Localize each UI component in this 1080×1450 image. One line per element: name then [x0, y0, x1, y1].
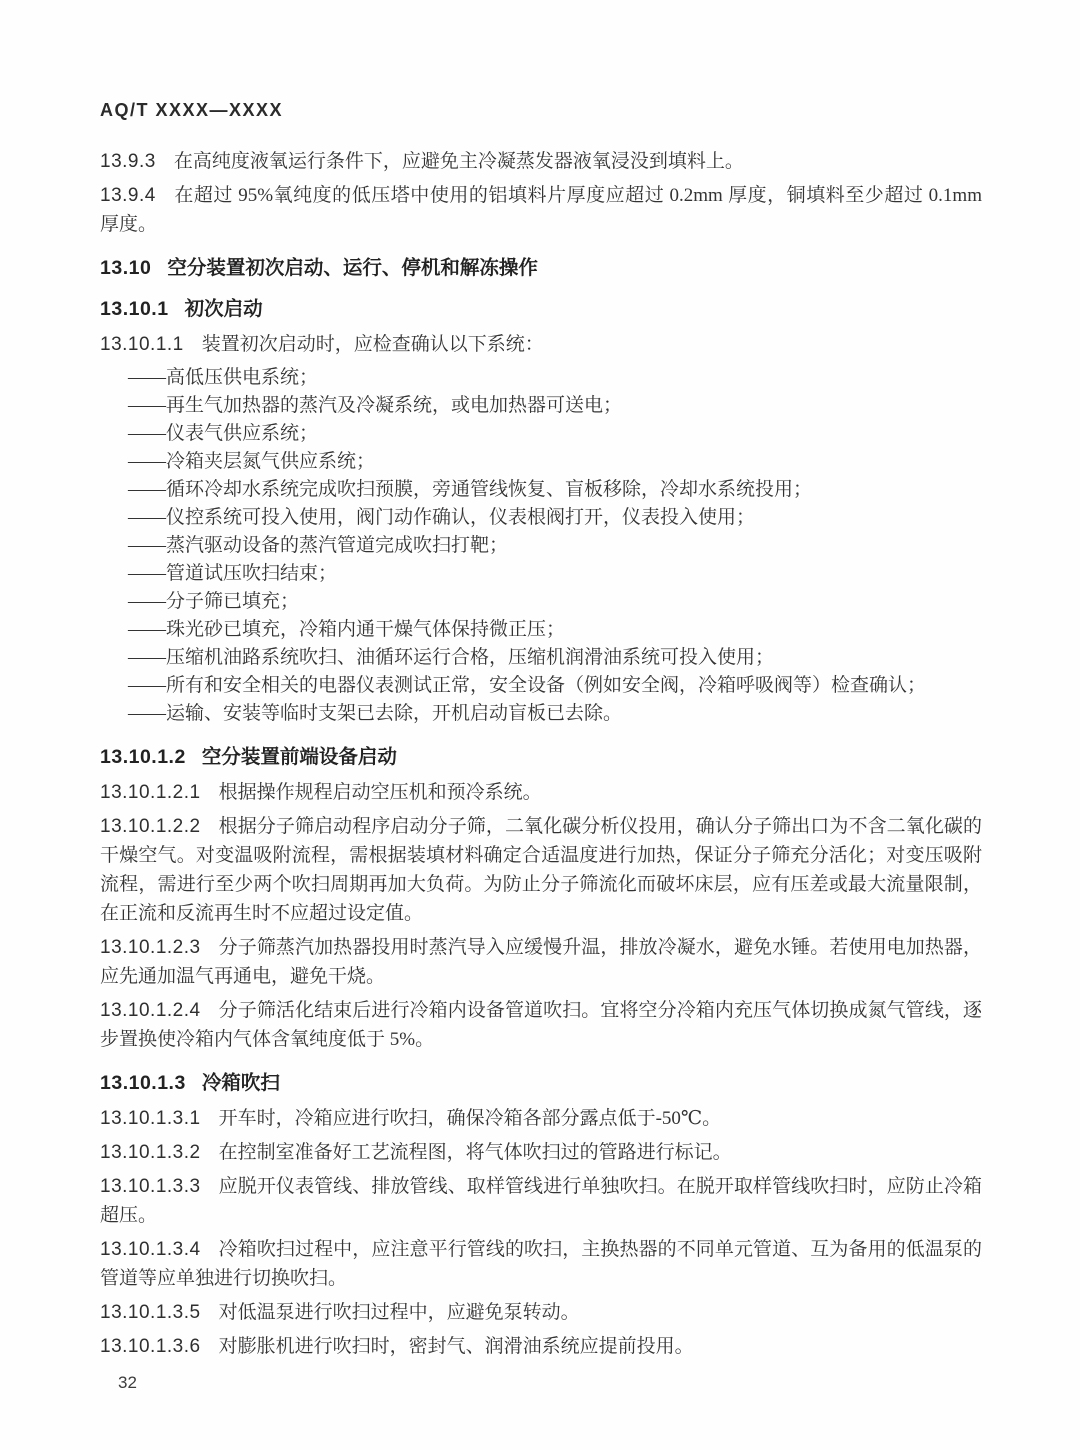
section-heading-13-10-1-2: [100, 741, 982, 769]
dash-list-item: ——再生气加热器的蒸汽及冷凝系统，或电加热器可送电；: [128, 395, 623, 416]
clause-text: 根据分子筛启动程序启动分子筛，二氧化碳分析仪投用，确认分子筛出口为不含二氧化碳的干燥空气。对变温吸附流程，需根据装填材料确定合适温度进行加热，保证分子筛充分活化；对变压吸附流程，需进行至少两个吹扫周期再加大负荷。为防止分子筛流化而破坏床层，应有压差或最大流量限制，在正流和反流再生时不应超过设定值。: [100, 816, 982, 924]
dash-list-item: ——所有和安全相关的电器仪表测试正常，安全设备（例如安全阀，冷箱呼吸阀等）检查确认；: [128, 675, 927, 696]
clause-text: 对膨胀机进行吹扫时，密封气、润滑油系统应提前投用。: [218, 1336, 694, 1357]
heading-number: 13.10.1.3: [100, 1072, 186, 1094]
dash-list-item: ——压缩机油路系统吹扫、油循环运行合格，压缩机润滑油系统可投入使用；: [128, 647, 775, 668]
clause-text: 分子筛活化结束后进行冷箱内设备管道吹扫。宜将空分冷箱内充压气体切换成氮气管线，逐步置换使冷箱内气体含氧纯度低于 5%。: [100, 1000, 982, 1050]
page-number: 32: [118, 1373, 137, 1392]
clause-number: 13.10.1.2.4: [100, 1000, 201, 1021]
startup-checklist: [100, 364, 982, 728]
dash-list-item: ——分子筛已填充；: [128, 591, 300, 612]
dash-list-item: ——蒸汽驱动设备的蒸汽管道完成吹扫打靶；: [128, 535, 509, 556]
heading-number: 13.10.1.2: [100, 746, 186, 768]
clause-text: 在控制室准备好工艺流程图，将气体吹扫过的管路进行标记。: [218, 1142, 732, 1163]
clause-13-10-1-2-1: [100, 778, 982, 807]
dash-list-item: ——仪控系统可投入使用，阀门动作确认，仪表根阀打开，仪表投入使用；: [128, 507, 756, 528]
clause-13-9-3: [100, 147, 982, 176]
clause-13-10-1-2-3: [100, 933, 982, 991]
dash-list-item: ——循环冷却水系统完成吹扫预膜，旁通管线恢复、盲板移除，冷却水系统投用；: [128, 479, 813, 500]
clause-text: 分子筛蒸汽加热器投用时蒸汽导入应缓慢升温，排放冷凝水，避免水锤。若使用电加热器，应先通加温气再通电，避免干烧。: [100, 937, 982, 987]
clause-13-10-1-3-4: [100, 1235, 982, 1293]
heading-number: 13.10: [100, 257, 152, 279]
heading-number: 13.10.1: [100, 298, 169, 320]
dash-list-item: ——仪表气供应系统；: [128, 423, 319, 444]
clause-13-10-1-3-3: [100, 1172, 982, 1230]
clause-number: 13.10.1.3.5: [100, 1302, 201, 1323]
clause-text: 开车时，冷箱应进行吹扫，确保冷箱各部分露点低于-50℃。: [218, 1108, 722, 1129]
heading-title: 空分装置前端设备启动: [201, 746, 397, 768]
clause-text: 应脱开仪表管线、排放管线、取样管线进行单独吹扫。在脱开取样管线吹扫时，应防止冷箱超压。: [100, 1176, 982, 1226]
dash-list-item: ——高低压供电系统；: [128, 367, 319, 388]
clause-number: 13.10.1.1: [100, 334, 184, 355]
clause-13-9-4: [100, 181, 982, 239]
clause-text: 装置初次启动时，应检查确认以下系统：: [201, 334, 544, 355]
section-heading-13-10-1: [100, 293, 982, 321]
clause-number: 13.10.1.2.3: [100, 937, 201, 958]
clause-text: 对低温泵进行吹扫过程中，应避免泵转动。: [218, 1302, 580, 1323]
clause-13-10-1-3-6: [100, 1332, 982, 1361]
clause-number: 13.10.1.3.3: [100, 1176, 201, 1197]
clause-13-10-1-1: [100, 330, 982, 359]
clause-number: 13.10.1.3.4: [100, 1239, 201, 1260]
dash-list-item: ——运输、安装等临时支架已去除，开机启动盲板已去除。: [128, 703, 623, 724]
clause-number: 13.10.1.3.6: [100, 1336, 201, 1357]
clause-number: 13.9.4: [100, 185, 156, 206]
clause-number: 13.10.1.2.1: [100, 782, 201, 803]
clause-13-10-1-2-2: [100, 812, 982, 928]
clause-13-10-1-3-2: [100, 1138, 982, 1167]
section-heading-13-10: [100, 252, 982, 280]
heading-title: 初次启动: [184, 298, 263, 320]
heading-title: 空分装置初次启动、运行、停机和解冻操作: [167, 257, 538, 279]
heading-title: 冷箱吹扫: [201, 1072, 280, 1094]
section-heading-13-10-1-3: [100, 1067, 982, 1095]
dash-list-item: ——管道试压吹扫结束；: [128, 563, 338, 584]
clause-text: 在超过 95%氧纯度的低压塔中使用的铝填料片厚度应超过 0.2mm 厚度，铜填料至少超过 0.1mm 厚度。: [100, 185, 982, 235]
clause-text: 根据操作规程启动空压机和预冷系统。: [218, 782, 542, 803]
clause-number: 13.9.3: [100, 151, 156, 172]
clause-13-10-1-3-5: [100, 1298, 982, 1327]
clause-13-10-1-3-1: [100, 1104, 982, 1133]
dash-list-item: ——冷箱夹层氮气供应系统；: [128, 451, 376, 472]
dash-list-item: ——珠光砂已填充，冷箱内通干燥气体保持微正压；: [128, 619, 566, 640]
clause-number: 13.10.1.3.2: [100, 1142, 201, 1163]
clause-text: 冷箱吹扫过程中，应注意平行管线的吹扫，主换热器的不同单元管道、互为备用的低温泵的管道等应单独进行切换吹扫。: [100, 1239, 982, 1289]
doc-header-code: AQ/T XXXX—XXXX: [100, 100, 284, 120]
clause-text: 在高纯度液氧运行条件下，应避免主冷凝蒸发器液氧浸没到填料上。: [173, 151, 744, 172]
clause-number: 13.10.1.2.2: [100, 816, 201, 837]
clause-13-10-1-2-4: [100, 996, 982, 1054]
clause-number: 13.10.1.3.1: [100, 1108, 201, 1129]
